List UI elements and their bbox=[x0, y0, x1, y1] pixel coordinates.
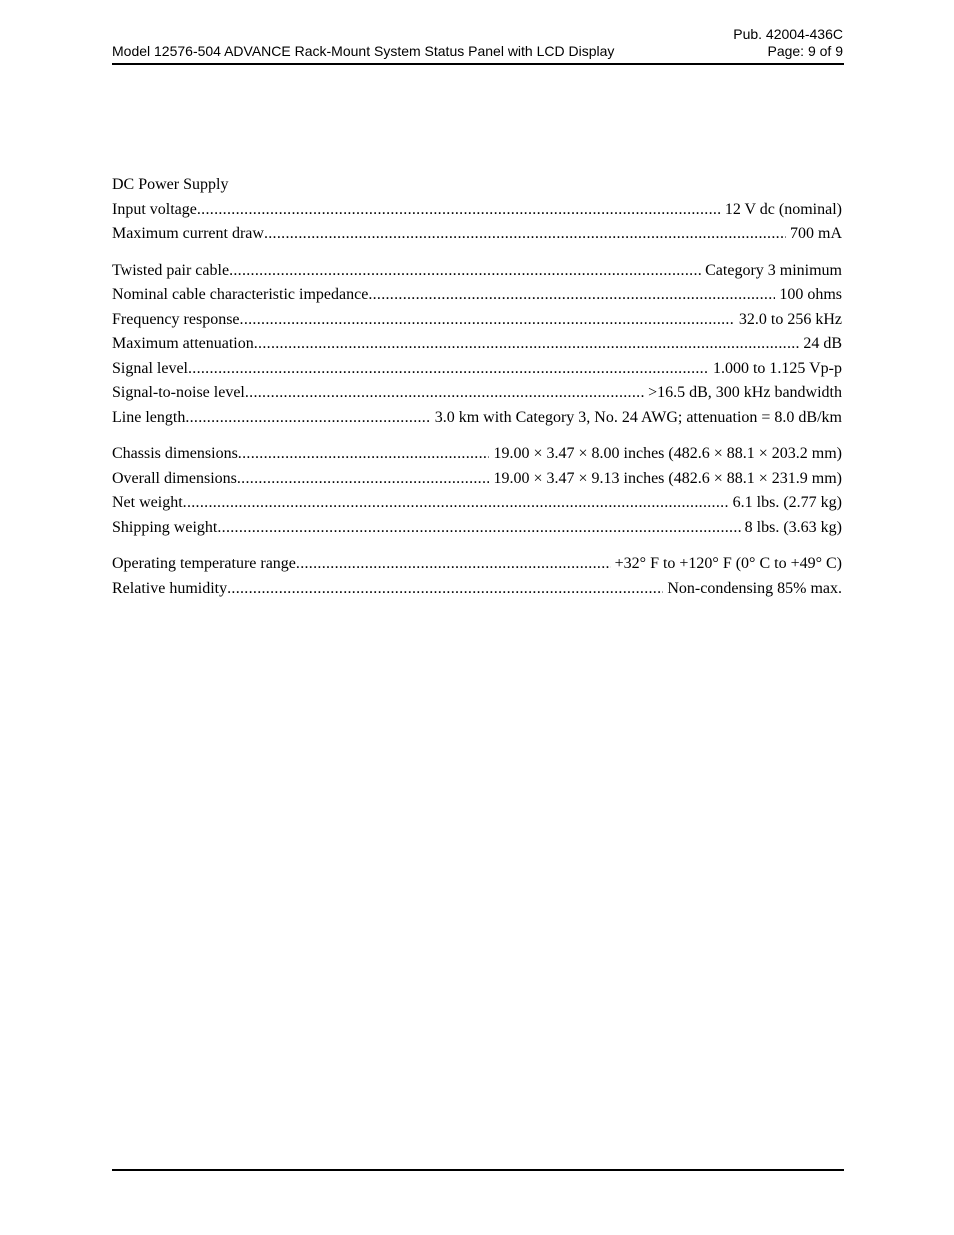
spec-value: 1.000 to 1.125 Vp-p bbox=[712, 359, 842, 377]
dot-leader bbox=[197, 198, 721, 223]
section-gap bbox=[112, 540, 842, 552]
spec-label: Shipping weight bbox=[112, 518, 218, 536]
spec-row bbox=[112, 198, 842, 223]
spec-value: 3.0 km with Category 3, No. 24 AWG; attenuation = 8.0 dB/km bbox=[434, 408, 842, 426]
specifications-body bbox=[112, 173, 842, 601]
dot-leader bbox=[245, 381, 644, 406]
spec-label: Net weight bbox=[112, 494, 183, 511]
spec-row bbox=[112, 406, 842, 431]
dot-leader bbox=[217, 516, 740, 541]
spec-label: Chassis dimensions bbox=[112, 445, 238, 462]
spec-value: 12 V dc (nominal) bbox=[724, 200, 842, 218]
header-pub-row bbox=[112, 26, 843, 43]
spec-section-physical bbox=[112, 442, 842, 540]
spec-value: 32.0 to 256 kHz bbox=[738, 310, 842, 328]
spec-row bbox=[112, 308, 842, 333]
spec-row bbox=[112, 381, 842, 406]
spec-value: 24 dB bbox=[803, 335, 842, 352]
dot-leader bbox=[368, 283, 775, 308]
spec-label: Line length bbox=[112, 408, 186, 426]
spec-row bbox=[112, 222, 842, 247]
spec-row bbox=[112, 516, 842, 541]
dot-leader bbox=[254, 332, 800, 357]
publication-number: Pub. 42004-436C bbox=[733, 26, 843, 42]
spec-value: 19.00 × 3.47 × 9.13 inches (482.6 × 88.1 × 231.9 mm) bbox=[493, 469, 842, 487]
dot-leader bbox=[264, 222, 786, 247]
spec-row bbox=[112, 259, 842, 284]
spec-row bbox=[112, 283, 842, 308]
spec-label: Maximum current draw bbox=[112, 225, 264, 242]
spec-label: Signal level bbox=[112, 359, 188, 377]
section-gap bbox=[112, 247, 842, 259]
header-title-row bbox=[112, 43, 843, 60]
spec-value: 6.1 lbs. (2.77 kg) bbox=[732, 494, 842, 511]
dot-leader bbox=[238, 442, 490, 467]
spec-label: Input voltage bbox=[112, 200, 197, 218]
spec-label: Signal-to-noise level bbox=[112, 384, 245, 401]
dot-leader bbox=[229, 259, 701, 284]
spec-label: Maximum attenuation bbox=[112, 335, 254, 352]
spec-row bbox=[112, 357, 842, 382]
page-number: Page: 9 of 9 bbox=[767, 43, 843, 59]
dot-leader bbox=[188, 357, 709, 382]
dot-leader bbox=[237, 467, 490, 492]
spec-section-power bbox=[112, 173, 842, 247]
spec-row bbox=[112, 491, 842, 516]
spec-value: 8 lbs. (3.63 kg) bbox=[744, 518, 842, 536]
dot-leader bbox=[183, 491, 729, 516]
section-heading: DC Power Supply bbox=[112, 176, 229, 193]
spec-value: >16.5 dB, 300 kHz bandwidth bbox=[648, 384, 842, 401]
document-title: Model 12576-504 ADVANCE Rack-Mount System Status Panel with LCD Display bbox=[112, 43, 615, 59]
spec-value: 100 ohms bbox=[779, 286, 842, 303]
header-divider bbox=[112, 63, 844, 65]
spec-row bbox=[112, 442, 842, 467]
spec-row bbox=[112, 467, 842, 492]
spec-value: Non-condensing 85% max. bbox=[667, 579, 842, 597]
footer-divider bbox=[112, 1169, 844, 1171]
spec-value: +32° F to +120° F (0° C to +49° C) bbox=[614, 555, 842, 572]
section-gap bbox=[112, 430, 842, 442]
spec-label: Relative humidity bbox=[112, 579, 228, 597]
spec-row bbox=[112, 552, 842, 577]
spec-label: Twisted pair cable bbox=[112, 261, 230, 279]
spec-value: Category 3 minimum bbox=[705, 261, 842, 279]
spec-row bbox=[112, 577, 842, 602]
spec-row bbox=[112, 332, 842, 357]
dot-leader bbox=[227, 577, 663, 602]
dot-leader bbox=[240, 308, 735, 333]
spec-section-environmental bbox=[112, 552, 842, 601]
spec-label: Overall dimensions bbox=[112, 469, 237, 487]
spec-label: Nominal cable characteristic impedance bbox=[112, 286, 369, 303]
dot-leader bbox=[296, 552, 611, 577]
page-header bbox=[112, 26, 843, 60]
spec-label: Frequency response bbox=[112, 310, 240, 328]
spec-section-line bbox=[112, 259, 842, 431]
spec-value: 19.00 × 3.47 × 8.00 inches (482.6 × 88.1 × 203.2 mm) bbox=[493, 445, 842, 462]
spec-value: 700 mA bbox=[790, 225, 842, 242]
dot-leader bbox=[185, 406, 430, 431]
spec-label: Operating temperature range bbox=[112, 555, 296, 572]
